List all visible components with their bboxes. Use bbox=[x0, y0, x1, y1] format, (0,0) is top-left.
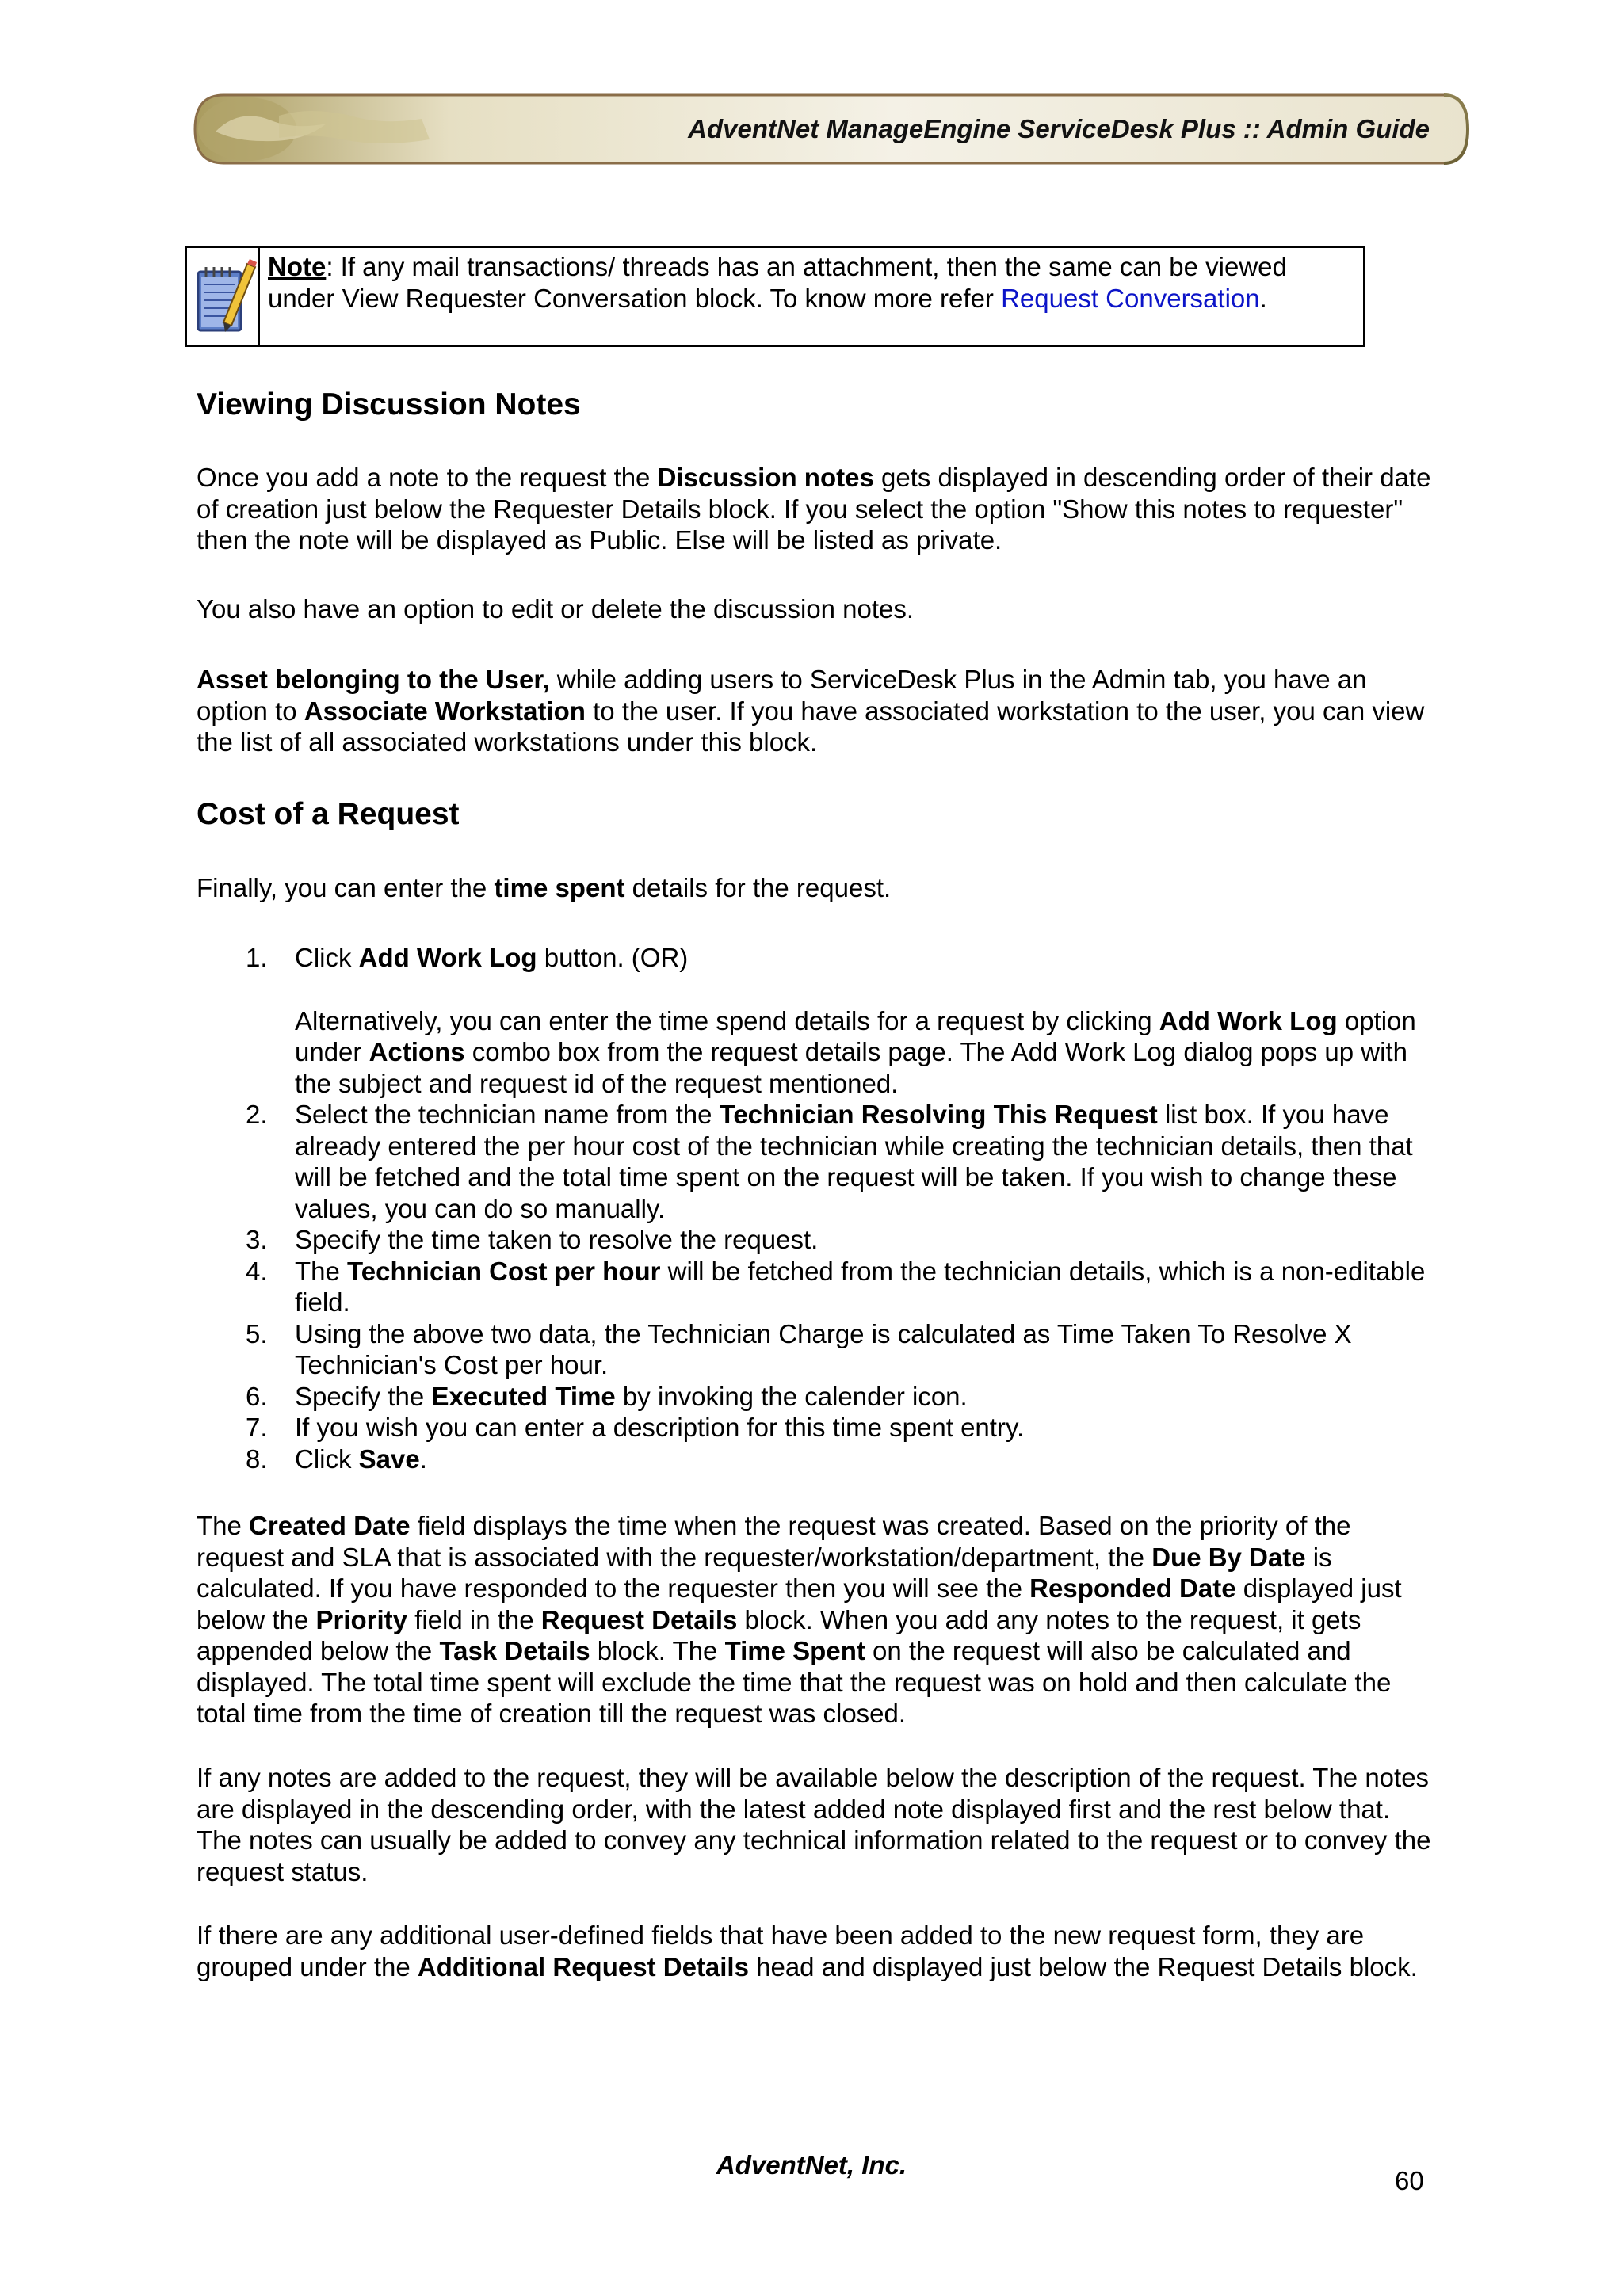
steps-list bbox=[197, 942, 1433, 1474]
note-box bbox=[185, 246, 1365, 347]
paragraph-notes: If any notes are added to the request, they will be available below the description of the request. The notes are displayed in the descending order, with the latest added note displayed first and the rest below that. The notes can usually be added to convey any technical information related to the request or to convey the request status. bbox=[197, 1763, 1431, 1886]
request-conversation-link[interactable]: Request Conversation bbox=[1001, 283, 1260, 313]
paragraph-cost-intro: Finally, you can enter the time spent details for the request. bbox=[197, 873, 892, 902]
note-body: : If any mail transactions/ threads has an attachment, then the same can be viewed under View Requester Conversation block. To know more refer bbox=[268, 252, 1287, 313]
paragraph-asset-user: Asset belonging to the User, while adding users to ServiceDesk Plus in the Admin tab, you have an option to Associate Workstation to the user. If you have associated workstation to the user, you can view the list of all associated workstations under this block. bbox=[197, 665, 1425, 757]
header-title: AdventNet ManageEngine ServiceDesk Plus :: Admin Guide bbox=[688, 114, 1430, 143]
note-text: Note: If any mail transactions/ threads has an attachment, then the same can be viewed under View Requester Conversation block. To know more refer Request Conversation. bbox=[268, 252, 1287, 313]
paragraph-edit-delete: You also have an option to edit or delete the discussion notes. bbox=[197, 594, 915, 624]
list-item: 6. Specify the Executed Time by invoking the calender icon. bbox=[246, 1381, 968, 1411]
note-label: Note bbox=[268, 252, 327, 281]
note-icon-cell bbox=[187, 248, 260, 345]
paragraph-created-date: The Created Date field displays the time when the request was created. Based on the priority of the request and SLA that is associated with the requester/workstation/department, the Due By Date is calculated. If you have responded to the requester then you will see the Responded Date displayed just below the Priority field in the Request Details block. When you add any notes to the request, it gets appended below the Task Details block. The Time Spent on the request will also be calculated and displayed. The total time spent will exclude the time that the request was on hold and then calculate the total time from the time of creation till the request was closed. bbox=[197, 1511, 1402, 1728]
notepad-pencil-icon bbox=[187, 256, 258, 338]
list-item: 1. Click Add Work Log button. (OR) bbox=[246, 943, 689, 972]
list-item: 5. Using the above two data, the Technician Charge is calculated as Time Taken To Resolve X Technician's Cost per hour. bbox=[246, 1318, 1352, 1379]
paragraph-additional-fields: If there are any additional user-defined fields that have been added to the new request form, they are grouped under the Additional Request Details head and displayed just below the Request Details block. bbox=[197, 1920, 1418, 1981]
paragraph-discussion-notes: Once you add a note to the request the Discussion notes gets displayed in descending order of their date of creation just below the Requester Details block. If you select the option "Show this notes to requester" then the note will be displayed as Public. Else will be listed as private. bbox=[197, 463, 1431, 555]
heading-cost-of-request: Cost of a Request bbox=[197, 797, 460, 831]
list-item: 2. Select the technician name from the Technician Resolving This Request list box. If you have already entered the per hour cost of the technician while creating the technician details, then that will be fetched and the total time spent on the request will be taken. If you wish to change these values, you can do so manually. bbox=[246, 1100, 1413, 1223]
list-item: 3. Specify the time taken to resolve the request. bbox=[246, 1225, 819, 1254]
list-item: 8. Click Save. bbox=[246, 1444, 427, 1474]
footer-company: AdventNet, Inc. bbox=[716, 2150, 907, 2180]
list-item-alternative: Alternatively, you can enter the time spend details for a request by clicking Add Work Log option under Actions combo box from the request details page. The Add Work Log dialog pops up with the subject and request id of the request mentioned. bbox=[295, 1005, 1416, 1098]
page-number: 60 bbox=[1395, 2166, 1424, 2195]
list-item: 7. If you wish you can enter a description for this time spent entry. bbox=[246, 1413, 1025, 1442]
heading-viewing-discussion-notes: Viewing Discussion Notes bbox=[197, 387, 581, 421]
list-item: 4. The Technician Cost per hour will be fetched from the technician details, which is a non-editable field. bbox=[246, 1256, 1426, 1317]
header-banner bbox=[192, 92, 1471, 166]
